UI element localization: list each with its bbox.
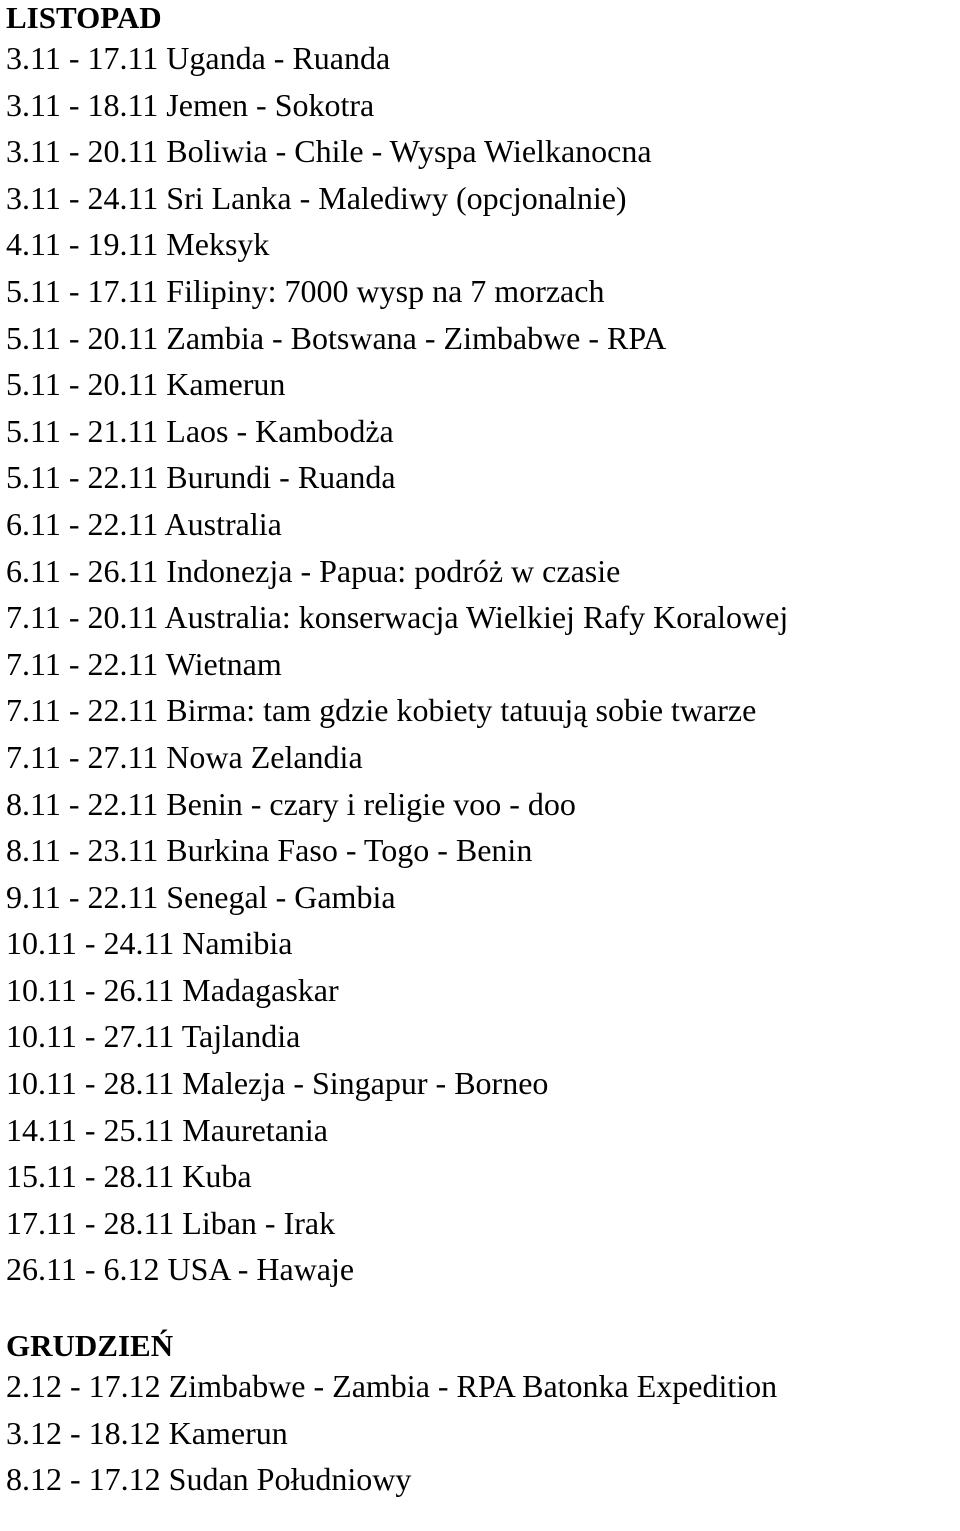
trip-dates: 8.11 - 22.11 <box>6 785 159 822</box>
list-item <box>6 1410 956 1457</box>
trip-destination: Zimbabwe - Zambia - RPA Batonka Expedition <box>168 1368 778 1405</box>
trip-dates: 4.11 - 19.11 <box>6 226 159 263</box>
trip-destination: Madagaskar <box>182 971 339 1008</box>
trip-dates: 7.11 - 20.11 <box>6 599 159 636</box>
trip-list-listopad <box>6 35 956 1293</box>
list-item <box>6 315 956 362</box>
trip-dates: 5.11 - 21.11 <box>6 412 159 449</box>
list-item <box>6 454 956 501</box>
trip-dates: 17.11 - 28.11 <box>6 1204 175 1241</box>
trip-destination: Mauretania <box>182 1111 328 1148</box>
list-item <box>6 408 956 455</box>
list-item <box>6 82 956 129</box>
section-heading-grudzien: GRUDZIEŃ <box>6 1328 174 1364</box>
list-item <box>6 1153 956 1200</box>
list-item <box>6 501 956 548</box>
trip-dates: 6.11 - 22.11 <box>6 505 159 542</box>
list-item <box>6 734 956 781</box>
list-item <box>6 1363 956 1410</box>
trip-dates: 8.11 - 23.11 <box>6 832 159 869</box>
trip-dates: 3.11 - 17.11 <box>6 40 159 76</box>
trip-dates: 10.11 - 24.11 <box>6 925 175 962</box>
trip-destination: Wietnam <box>165 645 282 682</box>
trip-dates: 3.11 - 18.11 <box>6 86 159 123</box>
trip-destination: Sudan Południowy <box>168 1461 412 1498</box>
trip-destination: Meksyk <box>166 226 270 263</box>
trip-destination: Sri Lanka - Malediwy (opcjonalnie) <box>166 179 627 216</box>
trip-dates: 5.11 - 20.11 <box>6 319 159 356</box>
trip-destination: Kuba <box>182 1158 252 1195</box>
list-item <box>6 1060 956 1107</box>
trip-dates: 10.11 - 27.11 <box>6 1018 175 1055</box>
trip-dates: 3.11 - 20.11 <box>6 133 159 170</box>
trip-destination: Burundi - Ruanda <box>166 459 396 496</box>
section-heading-listopad: LISTOPAD <box>6 0 162 35</box>
list-item <box>6 827 956 874</box>
list-item <box>6 1200 956 1247</box>
list-item <box>6 1107 956 1154</box>
trip-dates: 2.12 - 17.12 <box>6 1368 161 1405</box>
trip-dates: 26.11 - 6.12 <box>6 1251 160 1288</box>
trip-dates: 14.11 - 25.11 <box>6 1111 175 1148</box>
trip-destination: Liban - Irak <box>182 1204 336 1241</box>
trip-destination: Nowa Zelandia <box>166 738 363 775</box>
trip-dates: 10.11 - 28.11 <box>6 1065 175 1102</box>
trip-dates: 9.11 - 22.11 <box>6 878 159 915</box>
list-item <box>6 128 956 175</box>
trip-dates: 7.11 - 27.11 <box>6 738 159 775</box>
list-item <box>6 361 956 408</box>
list-item <box>6 1456 956 1503</box>
trip-destination: Malezja - Singapur - Borneo <box>182 1065 549 1102</box>
list-item <box>6 1246 956 1293</box>
list-item <box>6 175 956 222</box>
trip-destination: Benin - czary i religie voo - doo <box>166 785 576 822</box>
document-body <box>6 0 956 1503</box>
list-item <box>6 920 956 967</box>
trip-destination: Kamerun <box>168 1414 288 1451</box>
trip-destination: Burkina Faso - Togo - Benin <box>166 832 533 869</box>
list-item <box>6 35 956 82</box>
trip-dates: 3.11 - 24.11 <box>6 179 159 216</box>
trip-dates: 15.11 - 28.11 <box>6 1158 175 1195</box>
list-item <box>6 548 956 595</box>
list-item <box>6 641 956 688</box>
list-item <box>6 687 956 734</box>
trip-dates: 5.11 - 22.11 <box>6 459 159 496</box>
list-item <box>6 1013 956 1060</box>
list-item <box>6 874 956 921</box>
trip-destination: Filipiny: 7000 wysp na 7 morzach <box>166 272 605 309</box>
trip-destination: USA - Hawaje <box>167 1251 355 1288</box>
list-item <box>6 221 956 268</box>
list-item <box>6 967 956 1014</box>
trip-destination: Australia: konserwacja Wielkiej Rafy Koralowej <box>164 599 789 636</box>
trip-destination: Indonezja - Papua: podróż w czasie <box>166 552 621 589</box>
trip-destination: Zambia - Botswana - Zimbabwe - RPA <box>166 319 667 356</box>
trip-dates: 6.11 - 26.11 <box>6 552 159 589</box>
trip-destination: Uganda - Ruanda <box>166 40 391 76</box>
trip-destination: Australia <box>164 505 282 542</box>
trip-destination: Kamerun <box>166 366 286 403</box>
trip-list-grudzien <box>6 1363 956 1503</box>
trip-destination: Laos - Kambodża <box>166 412 394 449</box>
list-item <box>6 781 956 828</box>
trip-destination: Tajlandia <box>181 1018 301 1055</box>
trip-dates: 5.11 - 20.11 <box>6 366 159 403</box>
trip-dates: 7.11 - 22.11 <box>6 645 159 682</box>
trip-destination: Senegal - Gambia <box>166 878 396 915</box>
trip-dates: 3.12 - 18.12 <box>6 1414 161 1451</box>
trip-dates: 8.12 - 17.12 <box>6 1461 161 1498</box>
trip-destination: Jemen - Sokotra <box>166 86 375 123</box>
list-item <box>6 268 956 315</box>
trip-destination: Boliwia - Chile - Wyspa Wielkanocna <box>166 133 652 170</box>
trip-destination: Namibia <box>182 925 293 962</box>
trip-destination: Birma: tam gdzie kobiety tatuują sobie twarze <box>166 692 757 729</box>
trip-dates: 5.11 - 17.11 <box>6 272 159 309</box>
trip-dates: 7.11 - 22.11 <box>6 692 159 729</box>
trip-dates: 10.11 - 26.11 <box>6 971 175 1008</box>
list-item <box>6 594 956 641</box>
